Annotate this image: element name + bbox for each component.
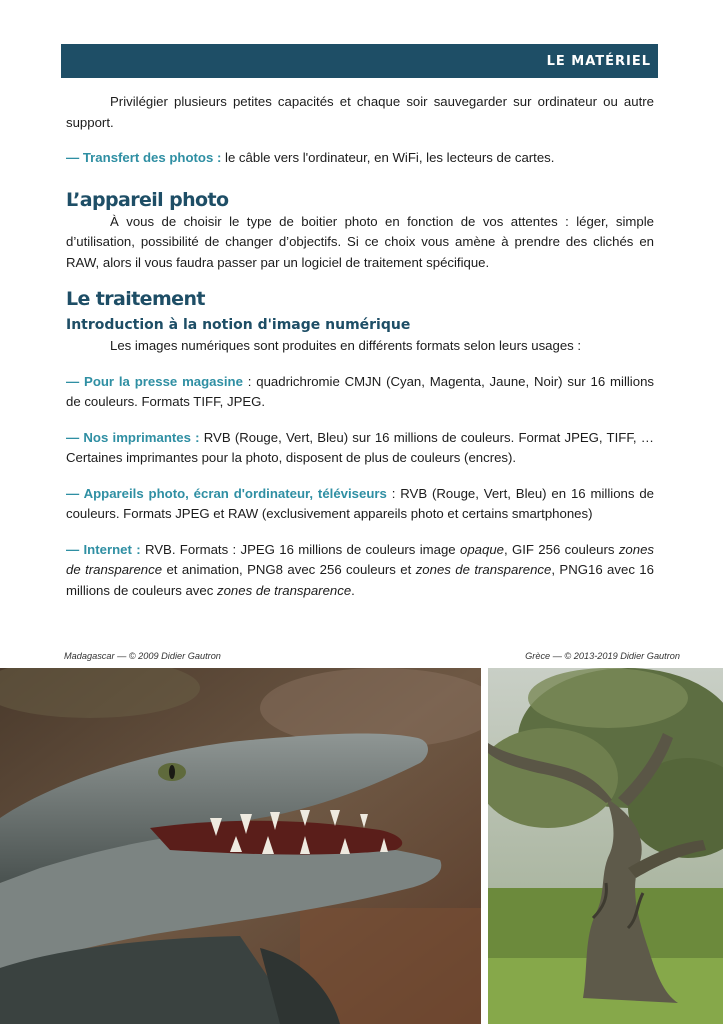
intro-paragraph: Privilégier plusieurs petites capacités et chaque soir sauvegarder sur ordinateur ou autre support. <box>66 94 654 130</box>
crocodile-illustration <box>0 668 481 1024</box>
page-content <box>66 92 654 601</box>
transfer-lead: — Transfert des photos : <box>66 150 222 165</box>
photo-caption-right: Grèce — © 2013-2019 Didier Gautron <box>525 651 680 661</box>
processing-heading: Le traitement <box>66 288 205 310</box>
internet-text-1: RVB. Formats : JPEG 16 millions de couleurs image <box>140 541 460 557</box>
crocodile-photo <box>0 668 481 1024</box>
format-item-screens <box>66 484 654 525</box>
camera-paragraph: À vous de choisir le type de boitier photo en fonction de vos attentes : léger, simple d’utilisation, possibilité de changer d’objectifs. Si ce choix vous amène à prendre des clichés en RAW, alors il vous faudra passer par un logiciel de traitement spécifique. <box>66 213 654 270</box>
section-header-title: LE MATÉRIEL <box>546 53 651 69</box>
olive-tree-illustration <box>488 668 723 1024</box>
format-item-lead: — Internet : <box>66 541 141 557</box>
transfer-paragraph <box>66 148 654 169</box>
format-item-printers <box>66 428 654 469</box>
internet-emphasis-1: opaque <box>459 541 504 557</box>
internet-emphasis-4: zones de transparence <box>217 582 352 598</box>
internet-emphasis-2: zones de transparence <box>66 541 655 577</box>
internet-text-3: et animation, PNG8 avec 256 couleurs et <box>162 562 416 577</box>
format-item-text: : RVB (Rouge, Vert, Bleu) en 16 millions de couleurs. Formats JPEG et RAW (exclusivement appareils photo et certains smartphones) <box>66 485 654 521</box>
olive-tree-photo <box>488 668 723 1024</box>
section-header-bar <box>61 44 658 78</box>
photo-caption-left: Madagascar — © 2009 Didier Gautron <box>64 651 221 661</box>
internet-text-4: , PNG16 avec 16 millions de couleurs avec <box>66 562 654 598</box>
camera-heading: L’appareil photo <box>66 188 229 211</box>
format-item-text: RVB (Rouge, Vert, Bleu) sur 16 millions de couleurs. Format JPEG, TIFF, … Certaines imprimantes pour la photo, disposent de plus de couleurs (encres). <box>66 429 654 465</box>
internet-emphasis-3: zones de transparence <box>415 562 552 577</box>
transfer-text: le câble vers l'ordinateur, en WiFi, les lecteurs de cartes. <box>221 150 555 165</box>
internet-text-2: , GIF 256 couleurs <box>504 541 619 557</box>
format-item-lead: — Pour la presse magasine <box>66 373 243 389</box>
processing-intro: Les images numériques sont produites en différents formats selon leurs usages : <box>110 338 582 353</box>
format-item-lead: — Appareils photo, écran d'ordinateur, téléviseurs <box>66 485 387 501</box>
internet-text-5: . <box>351 582 355 598</box>
format-item-lead: — Nos imprimantes : <box>66 429 200 445</box>
format-item-text: : quadrichromie CMJN (Cyan, Magenta, Jaune, Noir) sur 16 millions de couleurs. Formats TIFF, JPEG. <box>66 373 654 409</box>
processing-subheading: Introduction à la notion d'image numérique <box>66 317 411 333</box>
format-item-press <box>66 372 654 413</box>
format-item-internet <box>66 540 654 602</box>
